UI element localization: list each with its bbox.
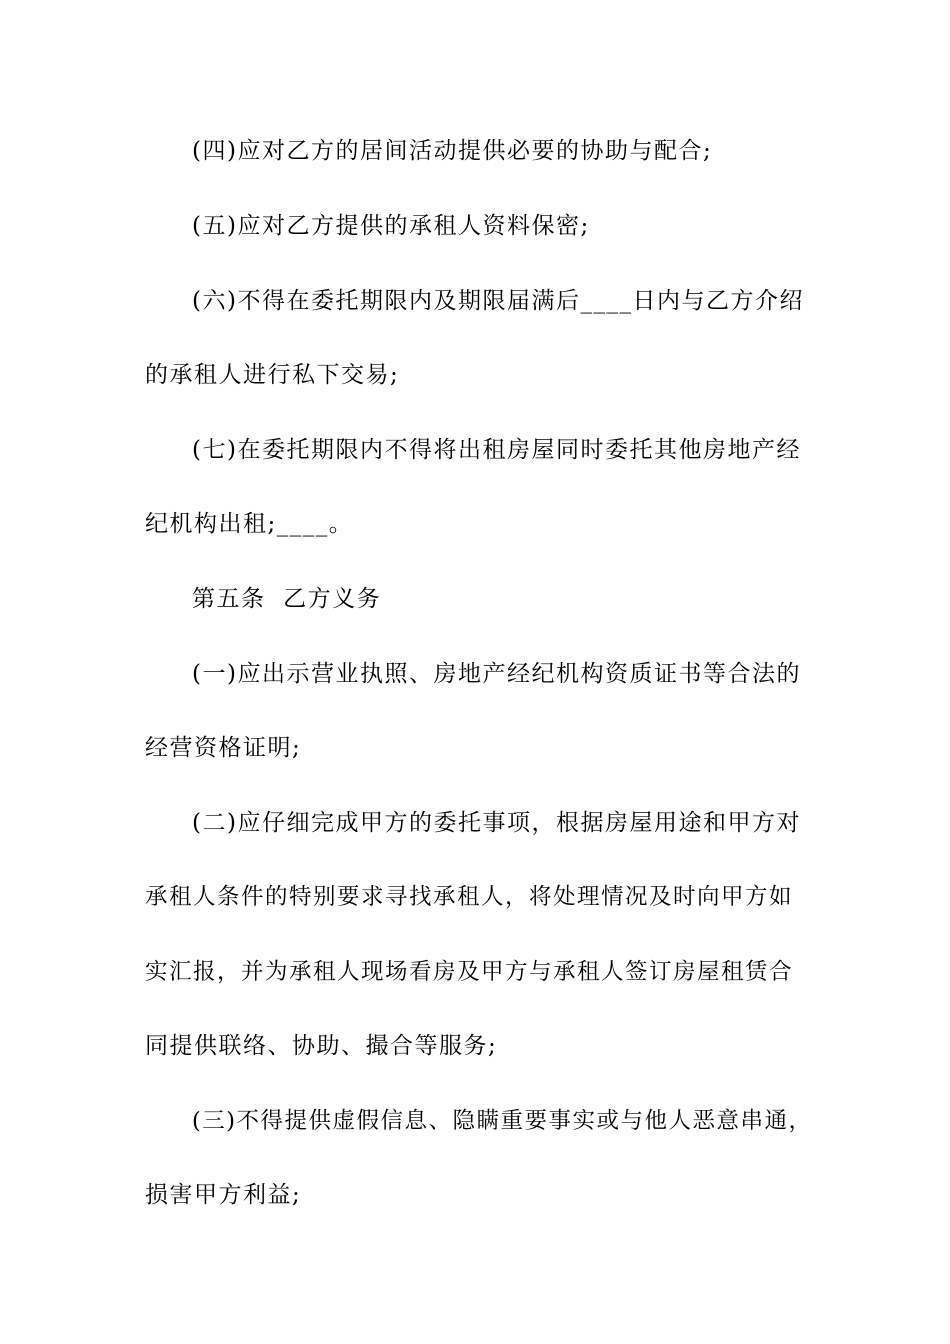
clause-5-2-line-2: 承租人条件的特别要求寻找承租人，将处理情况及时向甲方如 xyxy=(145,884,794,910)
clause-5-2-line-3: 实汇报，并为承租人现场看房及甲方与承租人签订房屋租赁合 xyxy=(145,959,794,985)
clause-4-4: (四)应对乙方的居间活动提供必要的协助与配合; xyxy=(192,138,713,164)
article-5-heading: 第五条 乙方义务 xyxy=(192,586,382,612)
clause-4-7-line-1: (七)在委托期限内不得将出租房屋同时委托其他房地产经 xyxy=(192,437,801,463)
clause-5-3-line-1: (三)不得提供虚假信息、隐瞒重要事实或与他人恶意串通， xyxy=(192,1108,813,1134)
clause-4-6-line-2: 的承租人进行私下交易; xyxy=(145,362,400,388)
clause-5-2-line-4: 同提供联络、协助、撮合等服务; xyxy=(145,1033,498,1059)
clause-4-5: (五)应对乙方提供的承租人资料保密; xyxy=(192,213,590,239)
clause-5-1-line-2: 经营资格证明; xyxy=(145,735,302,761)
clause-5-2-line-1: (二)应仔细完成甲方的委托事项，根据房屋用途和甲方对 xyxy=(192,810,801,836)
clause-5-1-line-1: (一)应出示营业执照、房地产经纪机构资质证书等合法的 xyxy=(192,661,801,687)
clause-4-6-line-1: (六)不得在委托期限内及期限届满后____日内与乙方介绍 xyxy=(192,288,804,314)
clause-5-3-line-2: 损害甲方利益; xyxy=(145,1182,302,1208)
clause-4-7-line-2: 纪机构出租;____。 xyxy=(145,511,354,537)
